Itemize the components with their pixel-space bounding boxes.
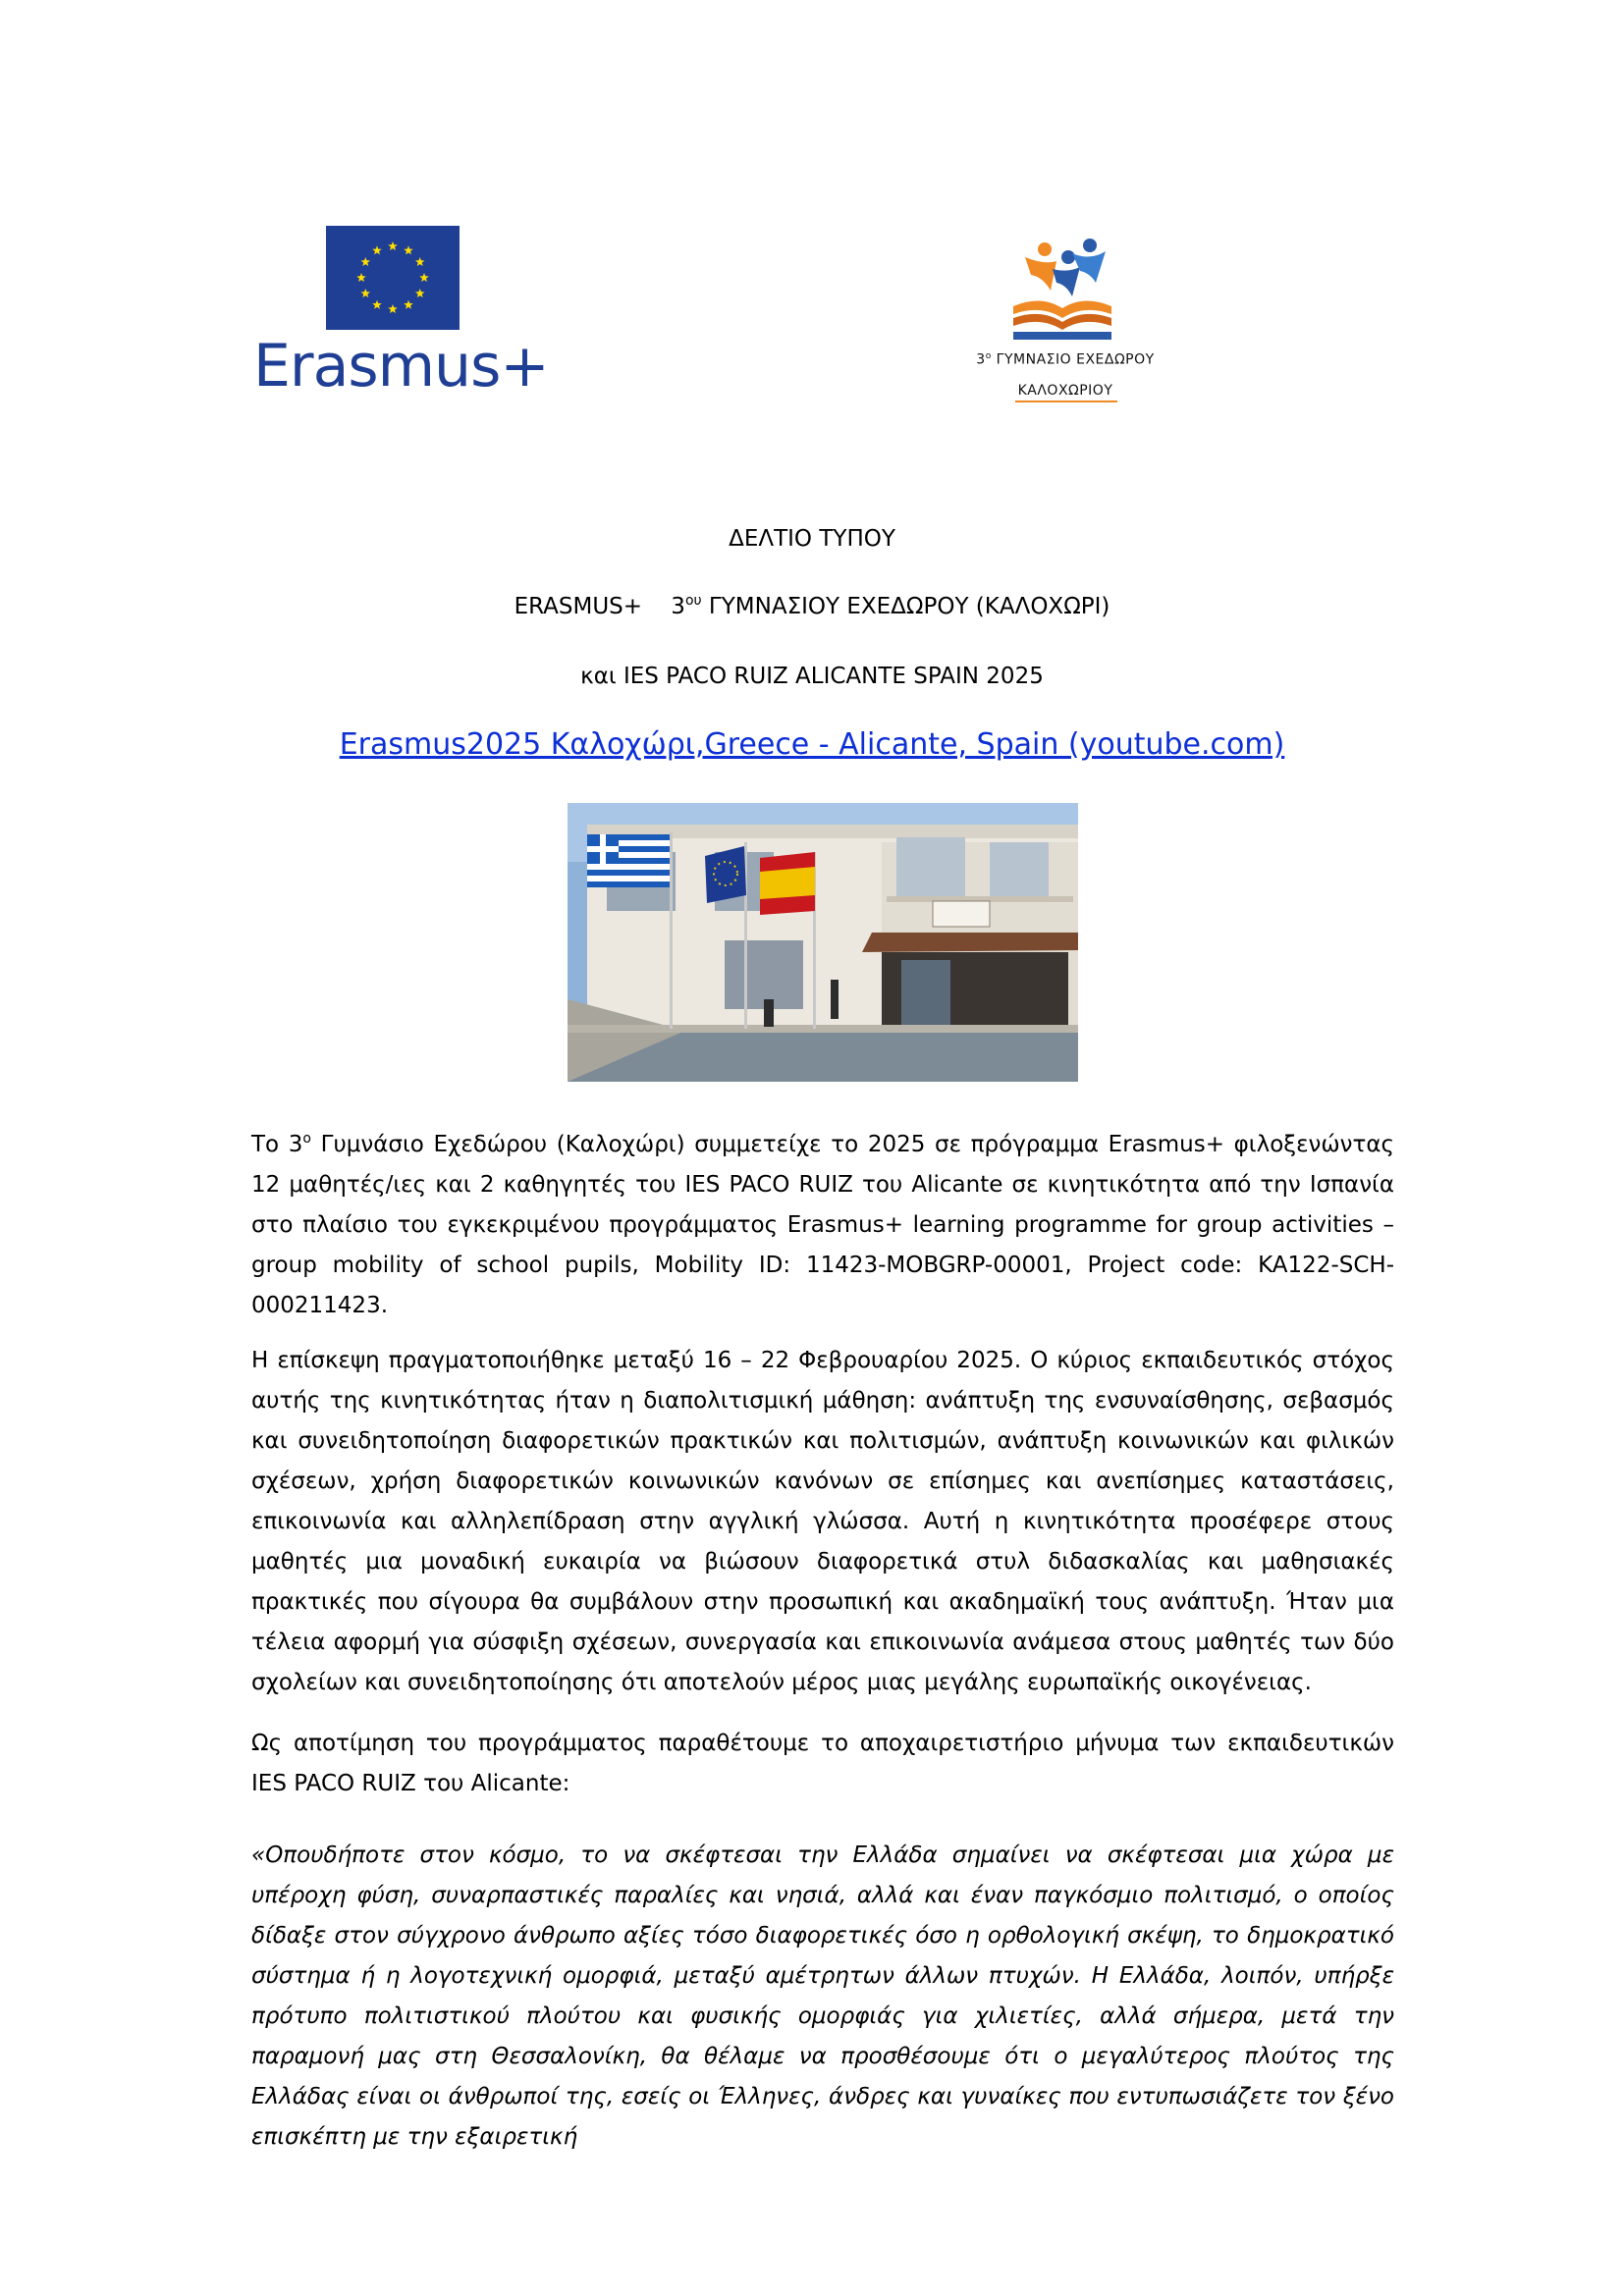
school-logo [943,236,1188,408]
school-logo-underline [1015,400,1117,402]
youtube-video-link[interactable]: Erasmus2025 Καλοχώρι,Greece - Alicante, Spain (youtube.com) [339,727,1285,762]
eu-flag-icon [326,226,460,330]
paragraph-visit-goals: Η επίσκεψη πραγματοποιήθηκε μεταξύ 16 – 22 Φεβρουαρίου 2025. Ο κύριος εκπαιδευτικός στόχος αυτής της κινητικότητας ήταν η διαπολιτισμική μάθηση: ανάπτυξη της ενσυναίσθησης, σεβασμός και συνειδητοποίηση διαφορετικών πρακτικών και πολιτισμών, ανάπτυξη κοινωνικών και φιλικών σχέσεων, χρήση διαφορετικών κοινωνικών κανόνων σε επίσημες και ανεπίσημες καταστάσεις, επικοινωνία και αλληλεπίδραση στην αγγλική γλώσσα. Αυτή η κινητικότητα προσέφερε στους μαθητές μια μοναδική ευκαιρία να βιώσουν διαφορετικά στυλ διδασκαλίας και μαθησιακές πρακτικές που σίγουρα θα συμβάλουν στην προσωπική και ακαδημαϊκή τους ανάπτυξη. Ήταν μια τέλεια αφορμή για σύσφιξη σχέσεων, συνεργασία και επικοινωνία ανάμεσα στους μαθητές των δύο σχολείων και συνειδητοποίησης ότι αποτελούν μέρος μιας μεγάλης ευρωπαϊκής οικογένειας. [251,1348,1394,1695]
erasmus-plus-logo [253,224,549,400]
school-logo-name: $3^o$ ΓΥΜΝΑΣΙΟ ΕΧΕΔΩΡΟΥ [976,351,1155,368]
school-logo-place: ΚΑΛΟΧΩΡΙΟΥ [1017,383,1113,399]
press-release-partner-line: και IES PACO RUIZ ALICANTE SPAIN 2025 [580,664,1044,689]
erasmus-wordmark: Erasmus+ [253,332,549,400]
eu-flag-graphic [326,226,460,330]
press-release-subtitle: ERASMUS+ $3^{o\upsilon}$ ΓΥΜΝΑΣΙΟΥ ΕΧΕΔΩΡΟΥ (ΚΑΛΟΧΩΡΙ) [514,593,1110,619]
paragraph-farewell-quote: «Οπουδήποτε στον κόσμο, το να σκέφτεσαι την Ελλάδα σημαίνει να σκέφτεσαι μια χώρα με υπέροχη φύση, συναρπαστικές παραλίες και νησιά, αλλά και έναν παγκόσμιο πολιτισμό, ο οποίος δίδαξε στον σύγχρονο άνθρωπο αξίες τόσο διαφορετικές όσο η ορθολογική σκέψη, το δημοκρατικό σύστημα ή η λογοτεχνική ομορφιά, μεταξύ αμέτρητων άλλων πτυχών. Η Ελλάδα, λοιπόν, υπήρξε πρότυπο πολιτιστικού πλούτου και φυσικής ομορφιάς για χιλιετίες, αλλά σήμερα, μετά την παραμονή μας στη Θεσσαλονίκη, θα θέλαμε να προσθέσουμε ότι ο μεγαλύτερος πλούτος της Ελλάδας είναι οι άνθρωποί της, εσείς οι Έλληνες, άνδρες και γυναίκες που εντυπωσιάζετε τον ξένο επισκέπτη με την εξαιρετική [251,1842,1394,2150]
paragraph-evaluation-intro: Ως αποτίμηση του προγράμματος παραθέτουμε το αποχαιρετιστήριο μήνυμα των εκπαιδευτικών IES PACO RUIZ του Alicante: [251,1731,1394,1796]
press-release-title: ΔΕΛΤΙΟ ΤΥΠΟΥ [729,526,895,552]
school-building-photo [568,803,1078,1082]
paragraph-participation: Το $3^o$ Γυμνάσιο Εχεδώρου (Καλοχώρι) συμμετείχε το 2025 σε πρόγραμμα Erasmus+ φιλοξενώντας 12 μαθητές/ιες και 2 καθηγητές του IES PACO RUIZ του Alicante σε κινητικότητα από την Ισπανία στο πλαίσιο του εγκεκριμένου προγράμματος Erasmus+ learning programme for group activities – group mobility of school pupils, Mobility ID: 11423-MOBGRP-00001, Project code: KA122-SCH-000211423. [251,1131,1394,1318]
school-emblem-icon [1007,236,1117,344]
